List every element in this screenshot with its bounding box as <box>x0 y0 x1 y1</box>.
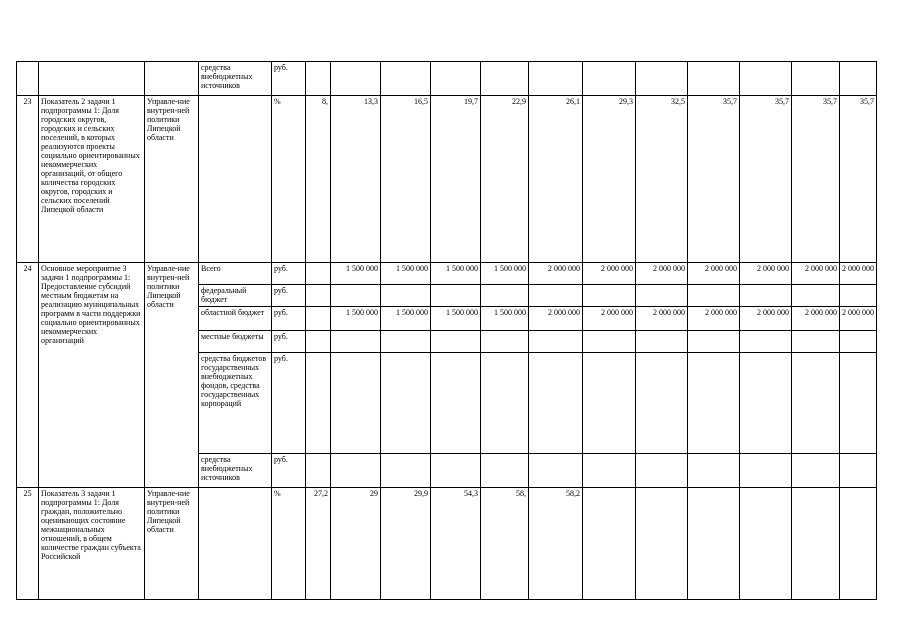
unit-cell: руб. <box>272 454 306 488</box>
funding-source-cell: средства внебюджетных источников <box>199 454 272 488</box>
value-cell <box>331 353 381 454</box>
value-cell: 2 000 000 <box>583 263 636 285</box>
value-cell: 2 000 000 <box>688 307 740 331</box>
indicator-name-cell: Основное мероприятие 3 задачи 1 подпрограммы 1: Предоставление субсидий местным бюджетам на реализацию муниципальных программ в части поддержки социально ориентированных некоммерческих организаций <box>39 263 145 488</box>
value-cell <box>840 285 877 307</box>
table-row-24-total <box>17 263 877 285</box>
indicator-name-cell <box>39 62 145 96</box>
value-cell <box>740 488 792 600</box>
program-indicators-table <box>16 61 877 600</box>
funding-source-cell: местные бюджеты <box>199 331 272 353</box>
value-cell <box>583 353 636 454</box>
value-cell <box>481 285 529 307</box>
unit-cell: руб. <box>272 353 306 454</box>
value-cell <box>792 454 840 488</box>
value-cell: 19,7 <box>431 96 481 263</box>
value-cell <box>740 62 792 96</box>
value-cell <box>306 307 331 331</box>
value-cell <box>636 62 688 96</box>
funding-source-cell <box>199 488 272 600</box>
executor-cell: Управле-ние внутрен-ней политики Липецкой области <box>145 263 199 488</box>
value-cell: 8, <box>306 96 331 263</box>
value-cell <box>688 488 740 600</box>
value-cell <box>529 331 583 353</box>
value-cell <box>306 62 331 96</box>
row-number-cell: 25 <box>17 488 39 600</box>
row-number-cell: 23 <box>17 96 39 263</box>
value-cell <box>481 454 529 488</box>
value-cell <box>529 454 583 488</box>
value-cell: 2 000 000 <box>636 307 688 331</box>
indicator-name-cell: Показатель 2 задачи 1 подпрограммы 1: Доля городских округов, городских и сельских поселений, в которых реализуются проекты социально ориентированных некоммерческих организаций, от общего количества городских округов, городских и сельских поселений Липецкой области <box>39 96 145 263</box>
value-cell <box>740 454 792 488</box>
value-cell: 54,3 <box>431 488 481 600</box>
value-cell: 29 <box>331 488 381 600</box>
executor-cell <box>145 62 199 96</box>
value-cell <box>740 353 792 454</box>
value-cell: 2 000 000 <box>840 263 877 285</box>
value-cell <box>306 454 331 488</box>
value-cell <box>481 331 529 353</box>
value-cell: 2 000 000 <box>583 307 636 331</box>
value-cell <box>636 331 688 353</box>
value-cell: 2 000 000 <box>792 263 840 285</box>
value-cell <box>381 353 431 454</box>
value-cell: 1 500 000 <box>331 307 381 331</box>
value-cell: 2 000 000 <box>740 307 792 331</box>
unit-cell: руб. <box>272 285 306 307</box>
value-cell <box>792 331 840 353</box>
row-number-cell: 24 <box>17 263 39 488</box>
value-cell <box>306 353 331 454</box>
table-row-23 <box>17 96 877 263</box>
value-cell: 35,7 <box>688 96 740 263</box>
value-cell <box>840 331 877 353</box>
value-cell: 1 500 000 <box>481 263 529 285</box>
value-cell: 2 000 000 <box>792 307 840 331</box>
value-cell <box>583 454 636 488</box>
row-number-cell <box>17 62 39 96</box>
value-cell: 58, <box>481 488 529 600</box>
value-cell <box>331 331 381 353</box>
value-cell: 35,7 <box>840 96 877 263</box>
value-cell <box>636 454 688 488</box>
value-cell <box>688 353 740 454</box>
value-cell <box>688 62 740 96</box>
value-cell <box>306 331 331 353</box>
value-cell: 13,3 <box>331 96 381 263</box>
value-cell <box>381 454 431 488</box>
value-cell <box>381 331 431 353</box>
value-cell: 27,2 <box>306 488 331 600</box>
unit-cell: руб. <box>272 263 306 285</box>
executor-cell: Управле-ние внутрен-ней политики Липецкой области <box>145 96 199 263</box>
funding-source-cell <box>199 96 272 263</box>
funding-source-cell: федеральный бюджет <box>199 285 272 307</box>
value-cell <box>583 331 636 353</box>
value-cell: 1 500 000 <box>331 263 381 285</box>
funding-source-cell: средства внебюджетных источников <box>199 62 272 96</box>
value-cell: 16,5 <box>381 96 431 263</box>
value-cell: 1 500 000 <box>381 307 431 331</box>
value-cell <box>381 62 431 96</box>
value-cell <box>740 285 792 307</box>
value-cell: 1 500 000 <box>381 263 431 285</box>
value-cell <box>840 353 877 454</box>
value-cell <box>331 62 381 96</box>
value-cell <box>688 285 740 307</box>
value-cell <box>306 285 331 307</box>
value-cell <box>792 62 840 96</box>
unit-cell: руб. <box>272 307 306 331</box>
value-cell <box>583 285 636 307</box>
value-cell <box>840 62 877 96</box>
value-cell <box>792 285 840 307</box>
value-cell: 2 000 000 <box>529 263 583 285</box>
funding-source-cell: Всего <box>199 263 272 285</box>
value-cell <box>636 488 688 600</box>
executor-cell: Управле-ние внутрен-ней политики Липецкой области <box>145 488 199 600</box>
value-cell <box>688 331 740 353</box>
indicator-name-cell: Показатель 3 задачи 1 подпрограммы 1: Доля граждан, положительно оценивающих состояние межнациональных отношений, в общем количестве граждан субъекта Российской <box>39 488 145 600</box>
value-cell <box>481 62 529 96</box>
value-cell <box>331 285 381 307</box>
value-cell <box>688 454 740 488</box>
value-cell <box>636 353 688 454</box>
table-row-fragment <box>17 62 877 96</box>
value-cell <box>840 454 877 488</box>
value-cell <box>381 285 431 307</box>
value-cell <box>431 353 481 454</box>
unit-cell: руб. <box>272 331 306 353</box>
value-cell <box>792 488 840 600</box>
value-cell: 1 500 000 <box>481 307 529 331</box>
value-cell: 1 500 000 <box>431 307 481 331</box>
value-cell: 2 000 000 <box>636 263 688 285</box>
value-cell: 35,7 <box>740 96 792 263</box>
value-cell <box>431 454 481 488</box>
value-cell: 2 000 000 <box>529 307 583 331</box>
value-cell <box>583 488 636 600</box>
value-cell: 1 500 000 <box>431 263 481 285</box>
value-cell: 2 000 000 <box>688 263 740 285</box>
funding-source-cell: средства бюджетов государственных внебюджетных фондов, средства государственных корпораций <box>199 353 272 454</box>
value-cell <box>481 353 529 454</box>
table-row-25 <box>17 488 877 600</box>
value-cell <box>431 285 481 307</box>
value-cell <box>792 353 840 454</box>
value-cell: 58,2 <box>529 488 583 600</box>
funding-source-cell: областной бюджет <box>199 307 272 331</box>
value-cell <box>431 62 481 96</box>
value-cell <box>840 488 877 600</box>
value-cell: 29,3 <box>583 96 636 263</box>
value-cell <box>529 285 583 307</box>
value-cell: 2 000 000 <box>740 263 792 285</box>
value-cell: 26,1 <box>529 96 583 263</box>
value-cell <box>740 331 792 353</box>
value-cell: 2 000 000 <box>840 307 877 331</box>
value-cell: 22,9 <box>481 96 529 263</box>
value-cell <box>529 62 583 96</box>
value-cell <box>331 454 381 488</box>
unit-cell: % <box>272 96 306 263</box>
value-cell <box>431 331 481 353</box>
value-cell <box>636 285 688 307</box>
value-cell <box>306 263 331 285</box>
unit-cell: % <box>272 488 306 600</box>
value-cell <box>529 353 583 454</box>
value-cell: 35,7 <box>792 96 840 263</box>
value-cell <box>583 62 636 96</box>
value-cell: 32,5 <box>636 96 688 263</box>
unit-cell: руб. <box>272 62 306 96</box>
value-cell: 29,9 <box>381 488 431 600</box>
